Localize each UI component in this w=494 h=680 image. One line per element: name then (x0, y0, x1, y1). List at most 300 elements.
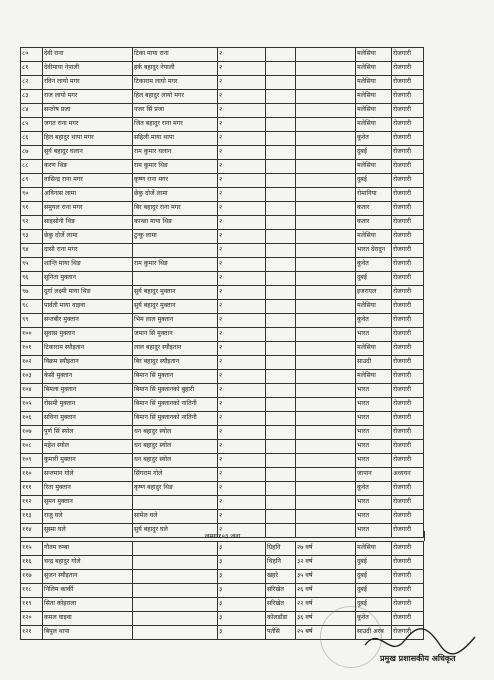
table-cell (266, 384, 296, 398)
table-cell: रोजगारी (392, 104, 424, 118)
table-cell: १०१ (21, 342, 43, 356)
table-cell: भारत देरादुन (356, 244, 392, 258)
table-cell: ११६ (21, 556, 43, 570)
table-cell: रोजगारी (392, 314, 424, 328)
table-cell: मलेसिया (356, 76, 392, 90)
table-cell: मलेसिया (356, 62, 392, 76)
table-cell: १०५ (21, 398, 43, 412)
table-cell: विक्रम स्यौइतान (43, 356, 133, 370)
table-cell: २ (218, 454, 266, 468)
table-row (21, 132, 424, 146)
table-cell: अध्ययन (392, 468, 424, 482)
table-row (21, 440, 424, 454)
table-cell (296, 370, 356, 384)
table-cell: मलेसिया (356, 104, 392, 118)
table-cell (296, 272, 356, 286)
table-cell: रोजगारी (392, 426, 424, 440)
table-cell (296, 244, 356, 258)
table-cell (266, 426, 296, 440)
table-cell: १०३ (21, 370, 43, 384)
table-cell: छेकु दोर्जे लामा (43, 230, 133, 244)
table-cell: रोजगारी (392, 556, 424, 570)
table-cell: १०० (21, 328, 43, 342)
table-row (21, 482, 424, 496)
table-cell: २ (218, 398, 266, 412)
table-cell: रोजगारी (392, 370, 424, 384)
table-cell: ९७ (21, 286, 43, 300)
table-cell: रोजगारी (392, 328, 424, 342)
table-cell (266, 90, 296, 104)
table-cell: भारत (356, 454, 392, 468)
table-cell: ३ (218, 570, 266, 584)
table-cell: सिंगराम गोले (133, 468, 218, 482)
table-cell: रोजगारी (392, 598, 424, 612)
table-cell (296, 314, 356, 328)
table-cell: १०६ (21, 412, 43, 426)
table-cell: रोजगारी (392, 454, 424, 468)
table-cell: १०९ (21, 454, 43, 468)
table-row (21, 342, 424, 356)
table-cell: वासिन्द्र राना मगर (43, 174, 133, 188)
table-cell: रोजगारी (392, 188, 424, 202)
table-cell: सुर्य बहादुर घले (133, 524, 218, 538)
table-cell: ९४ (21, 244, 43, 258)
table-cell: भारत (356, 328, 392, 342)
table-cell: रोजगारी (392, 230, 424, 244)
table-cell: २ (218, 258, 266, 272)
table-cell: २ (218, 412, 266, 426)
table-cell: जमान सिं मुक्तान (133, 328, 218, 342)
table-cell: रोजगारी (392, 584, 424, 598)
table-cell (296, 258, 356, 272)
table-cell: २ (218, 48, 266, 62)
table-row (21, 542, 424, 556)
table-cell: २ (218, 62, 266, 76)
table-cell: बिमला मुक्तान (43, 384, 133, 398)
table-cell: रोजगारी (392, 174, 424, 188)
table-cell: टिकाराम लायो मगर (133, 76, 218, 90)
table-cell (266, 76, 296, 90)
table-cell: सरिखेत (266, 584, 296, 598)
table-cell (266, 496, 296, 510)
table-cell: भारत (356, 510, 392, 524)
table-cell: रोजगारी (392, 76, 424, 90)
table-row (21, 370, 424, 384)
table-cell: १२० (21, 612, 43, 626)
table-cell: ११३ (21, 510, 43, 524)
table-cell: ११५ (21, 542, 43, 556)
table-cell: सुर्य बहादुर मुक्तान (133, 300, 218, 314)
table-cell (133, 570, 218, 584)
table-cell: २ (218, 342, 266, 356)
table-cell: २ (218, 524, 266, 538)
table-cell (266, 174, 296, 188)
table-row (21, 244, 424, 258)
table-cell: रोजगारी (392, 272, 424, 286)
table-cell: १०७ (21, 426, 43, 440)
table-cell: रोजगारी (392, 342, 424, 356)
table-cell: साउदी अरब (356, 626, 392, 640)
table-cell: २ (218, 370, 266, 384)
table-cell: ३ (218, 556, 266, 570)
table-cell: भारत (356, 398, 392, 412)
table-cell: बिपुल थापा (43, 626, 133, 640)
table-cell: रोजगारी (392, 300, 424, 314)
table-cell: ३५ वर्ष (296, 570, 356, 584)
table-cell: भिम लाल मुक्तान (133, 314, 218, 328)
people-table-main (20, 47, 424, 538)
table-cell: २ (218, 314, 266, 328)
table-cell: २ (218, 76, 266, 90)
table-cell: रोजगारी (392, 412, 424, 426)
table-cell: जगत राना मगर (43, 118, 133, 132)
table-cell (266, 398, 296, 412)
table-cell (266, 286, 296, 300)
table-cell: ग्रिहनि (266, 542, 296, 556)
table-cell: शान्ति माया थिङ (43, 258, 133, 272)
table-cell (266, 104, 296, 118)
table-cell: सुर्य बहादुर मुक्तान (133, 286, 218, 300)
table-cell: रोजगारी (392, 570, 424, 584)
table-cell (296, 286, 356, 300)
table-cell: हर्क बहादुर नेपाली (133, 62, 218, 76)
table-row (21, 76, 424, 90)
table-cell: रोमानिया (356, 188, 392, 202)
table-cell: भारत (356, 384, 392, 398)
table-row (21, 556, 424, 570)
table-cell: कुवेत (356, 132, 392, 146)
table-cell: पुर्ण सिं स्योल (43, 426, 133, 440)
table-cell (296, 62, 356, 76)
table-row (21, 412, 424, 426)
table-cell: रोजगारी (392, 48, 424, 62)
table-cell: रोजगारी (392, 216, 424, 230)
table-cell: रोजगारी (392, 440, 424, 454)
table-cell: मलेसिया (356, 300, 392, 314)
table-cell (266, 272, 296, 286)
table-cell (266, 440, 296, 454)
table-cell: ९८ (21, 300, 43, 314)
table-cell: रोजगारी (392, 90, 424, 104)
table-cell: २ (218, 90, 266, 104)
table-cell: टिका माया राना (133, 48, 218, 62)
table-cell: हिल बहादुर थापा मगर (43, 132, 133, 146)
table-cell: ८२ (21, 76, 43, 90)
table-cell: ११९ (21, 598, 43, 612)
table-cell (296, 454, 356, 468)
table-cell: खहरे (266, 570, 296, 584)
table-cell: कृष्ण बहादुर थिङ (133, 482, 218, 496)
table-cell: मलेसिया (356, 342, 392, 356)
table-row (21, 426, 424, 440)
table-cell: सन्तमान गोले (43, 468, 133, 482)
table-cell: महेश स्योल (43, 440, 133, 454)
table-cell: कतार (356, 202, 392, 216)
table-cell: निलिम कार्की (43, 584, 133, 598)
table-row (21, 272, 424, 286)
table-cell (296, 426, 356, 440)
table-cell: २ (218, 300, 266, 314)
table-cell (296, 48, 356, 62)
table-cell: नजर सिं प्रजा (133, 104, 218, 118)
table-row (21, 584, 424, 598)
table-cell: रोजगारी (392, 612, 424, 626)
table-cell: ९५ (21, 258, 43, 272)
table-cell: ८१ (21, 62, 43, 76)
table-cell: २ (218, 328, 266, 342)
table-cell (296, 230, 356, 244)
table-cell: रोजगारी (392, 384, 424, 398)
table-row (21, 258, 424, 272)
table-cell (296, 468, 356, 482)
table-cell: दुबई (356, 584, 392, 598)
table-row (21, 384, 424, 398)
table-cell: धन बहादुर स्योल (133, 426, 218, 440)
table-cell (296, 132, 356, 146)
table-cell: रोजगारी (392, 496, 424, 510)
table-cell: १११ (21, 482, 43, 496)
table-cell: जापान (356, 468, 392, 482)
table-cell: २ (218, 202, 266, 216)
table-cell: ३ (218, 612, 266, 626)
table-cell: ११४ (21, 524, 43, 538)
table-cell: छेकु दोर्जे लामा (133, 188, 218, 202)
table-cell (266, 48, 296, 62)
table-cell (266, 356, 296, 370)
table-cell: २७ वर्ष (296, 542, 356, 556)
table-cell (296, 398, 356, 412)
table-cell: २ (218, 188, 266, 202)
table-cell: ३ (218, 598, 266, 612)
subtotal-note: जम्माः१०३ जना (20, 531, 425, 541)
table-cell: रोजगारी (392, 244, 424, 258)
table-cell: ११८ (21, 584, 43, 598)
table-cell: १०२ (21, 356, 43, 370)
table-cell: रोजगारी (392, 62, 424, 76)
table-cell (296, 300, 356, 314)
table-cell: टिकाराम स्यौइतान (43, 342, 133, 356)
table-cell: सुजन स्यौइतान (43, 570, 133, 584)
table-cell: २ (218, 286, 266, 300)
table-cell: रविन लायो मगर (43, 76, 133, 90)
table-cell: दुबई (356, 570, 392, 584)
table-cell: दुबई (356, 598, 392, 612)
table-row (21, 216, 424, 230)
table-cell: रोजगारी (392, 356, 424, 370)
table-cell: ३६ वर्ष (296, 612, 356, 626)
table-cell (296, 412, 356, 426)
table-cell: भारत (356, 426, 392, 440)
table-cell: ८७ (21, 146, 43, 160)
table-cell: रोजगारी (392, 524, 424, 538)
table-cell (266, 62, 296, 76)
table-cell: २ (218, 104, 266, 118)
table-row (21, 398, 424, 412)
table-cell: २ (218, 440, 266, 454)
table-cell: राजु घले (43, 510, 133, 524)
table-cell (266, 468, 296, 482)
table-cell (266, 132, 296, 146)
table-cell: २ (218, 146, 266, 160)
table-cell (266, 258, 296, 272)
table-cell: भारत (356, 412, 392, 426)
table-cell: १२१ (21, 626, 43, 640)
table-cell: बिर बहादुर राना मगर (133, 202, 218, 216)
table-cell: २ (218, 482, 266, 496)
table-cell: कुमारी मुक्तान (43, 454, 133, 468)
table-cell: मलेसिया (356, 90, 392, 104)
table-cell (266, 216, 296, 230)
table-cell: ८८ (21, 160, 43, 174)
table-cell (133, 542, 218, 556)
table-cell: २ (218, 468, 266, 482)
table-cell: सविना मुक्तान (43, 412, 133, 426)
table-cell: सुस्मा घले (43, 524, 133, 538)
table-cell: कान्छा माया थिङ (133, 216, 218, 230)
table-cell (296, 118, 356, 132)
table-cell: रोजगारी (392, 626, 424, 640)
table-cell: गौतम रुम्बा (43, 542, 133, 556)
table-cell: बिमान सिं मुक्तानको नातिनी (133, 398, 218, 412)
table-cell: १०८ (21, 440, 43, 454)
table-cell: दुबई (356, 174, 392, 188)
table-row (21, 104, 424, 118)
table-cell: कुवेत (356, 314, 392, 328)
table-cell: जित बहादुर राना मगर (133, 118, 218, 132)
table-cell (266, 342, 296, 356)
table-cell: ३ (218, 542, 266, 556)
table-cell: टुन्कु लामा (133, 230, 218, 244)
table-cell: रिता मुक्तान (43, 482, 133, 496)
table-cell (296, 146, 356, 160)
table-cell: समुयल राना मगर (43, 202, 133, 216)
table-cell: दासी राना मगर (43, 244, 133, 258)
table-cell: २ (218, 160, 266, 174)
table-cell (296, 356, 356, 370)
table-cell: १०४ (21, 384, 43, 398)
table-cell: २ (218, 272, 266, 286)
handwritten-signature (360, 615, 480, 675)
table-cell: सामेल घले (133, 510, 218, 524)
table-cell: ९९ (21, 314, 43, 328)
table-cell (296, 188, 356, 202)
table-cell: रोजगारी (392, 482, 424, 496)
table-cell: थिहनि (266, 556, 296, 570)
table-cell: ८६ (21, 132, 43, 146)
table-cell: ८४ (21, 104, 43, 118)
table-cell: २६ वर्ष (296, 584, 356, 598)
table-cell: रोजगारी (392, 132, 424, 146)
table-cell: राज लायो मगर (43, 90, 133, 104)
table-cell: इजराएल (356, 286, 392, 300)
table-cell (266, 510, 296, 524)
table-row (21, 160, 424, 174)
table-cell: कमल वाइवा (43, 612, 133, 626)
table-cell (266, 160, 296, 174)
table-cell: ९३ (21, 230, 43, 244)
table-cell (296, 384, 356, 398)
table-cell: बिमान सिं मुक्तानको नातिनी (133, 412, 218, 426)
table-cell (266, 314, 296, 328)
table-row (21, 314, 424, 328)
table-cell: २२ वर्ष (296, 598, 356, 612)
table-row (21, 230, 424, 244)
table-cell: ३२ वर्ष (296, 556, 356, 570)
table-cell: कोलडाँडा (266, 612, 296, 626)
table-cell: भारत (356, 496, 392, 510)
table-cell: सिता कोइराला (43, 598, 133, 612)
table-cell (133, 244, 218, 258)
table-cell (296, 216, 356, 230)
table-cell: ३ (218, 584, 266, 598)
table-cell: २ (218, 356, 266, 370)
table-cell: सुनिता मुक्तान (43, 272, 133, 286)
table-cell: राम कुमार घलान (133, 146, 218, 160)
table-cell: राम कुमार थिङ (133, 160, 218, 174)
table-cell (266, 328, 296, 342)
table-cell: रोजगारी (392, 286, 424, 300)
table-cell (296, 90, 356, 104)
table-cell (296, 160, 356, 174)
table-cell: ९२ (21, 216, 43, 230)
table-row (21, 570, 424, 584)
table-cell (266, 202, 296, 216)
table-cell (266, 412, 296, 426)
table-cell (296, 328, 356, 342)
table-cell: पर्तसि (266, 626, 296, 640)
table-cell: बिर बहादुर स्यौइतान (133, 356, 218, 370)
table-cell: पार्वती माया वाइवा (43, 300, 133, 314)
table-cell: देवी राना (43, 48, 133, 62)
table-cell: मलेसिया (356, 542, 392, 556)
table-cell (266, 244, 296, 258)
table-cell: दुबई (356, 146, 392, 160)
table-row (21, 286, 424, 300)
table-cell (296, 76, 356, 90)
table-cell: दुबई (356, 556, 392, 570)
table-cell: सुवास मुक्तान (43, 328, 133, 342)
table-cell (266, 370, 296, 384)
table-cell (133, 598, 218, 612)
table-cell (133, 626, 218, 640)
table-row (21, 468, 424, 482)
table-cell: धन बहादुर स्योल (133, 440, 218, 454)
table-cell: सन्तबीर मुक्तान (43, 314, 133, 328)
table-row (21, 174, 424, 188)
table-row (21, 48, 424, 62)
table-cell: ९६ (21, 272, 43, 286)
table-row (21, 328, 424, 342)
table-cell (266, 118, 296, 132)
table-cell (266, 230, 296, 244)
table-cell: ८३ (21, 90, 43, 104)
table-cell: सुर्य बहादुर घलान (43, 146, 133, 160)
table-cell: २ (218, 230, 266, 244)
table-cell: कुवेत (356, 258, 392, 272)
table-row (21, 454, 424, 468)
table-cell: कुवेत (356, 482, 392, 496)
table-cell: रोजगारी (392, 510, 424, 524)
table-cell: मलेसिया (356, 118, 392, 132)
table-cell: ८० (21, 48, 43, 62)
table-row (21, 146, 424, 160)
table-row (21, 496, 424, 510)
table-cell: देवीमाया नेपाली (43, 62, 133, 76)
table-cell: रोजगारी (392, 118, 424, 132)
table-cell: २ (218, 384, 266, 398)
table-cell: चन्द्र बहादुर गोले (43, 556, 133, 570)
table-cell (133, 612, 218, 626)
